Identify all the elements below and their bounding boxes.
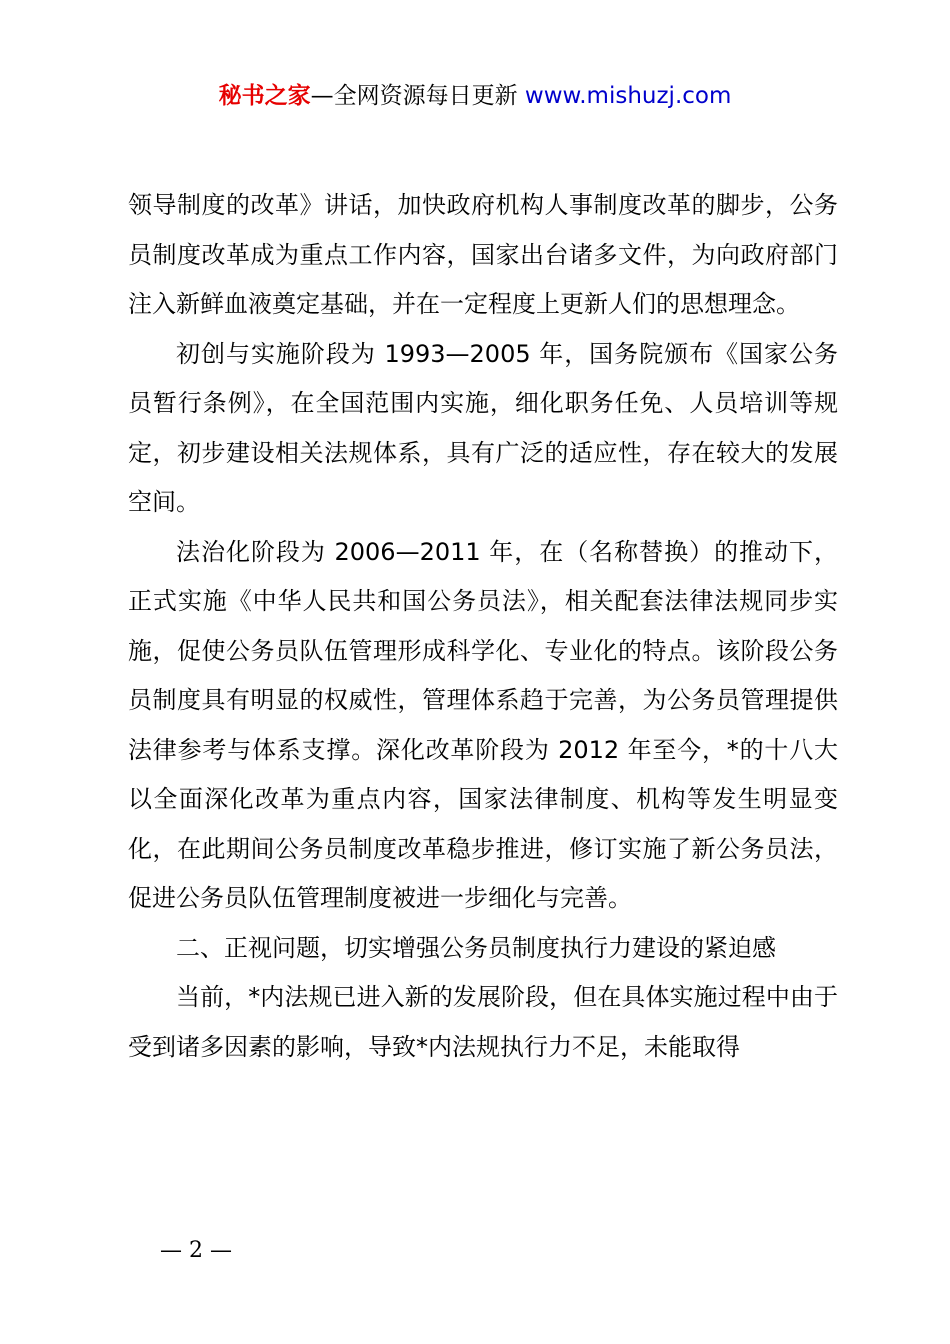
document-body [128,181,838,1072]
site-header [0,80,950,112]
paragraph-current-situation: 当前，*内法规已进入新的发展阶段，但在具体实施过程中由于受到诸多因素的影响，导致*内法规执行力不足，未能取得 [128,983,838,1061]
paragraph-rule-of-law-stage: 法治化阶段为 2006—2011 年，在（名称替换）的推动下，正式实施《中华人民共和国公务员法》，相关配套法律法规同步实施，促使公务员队伍管理形成科学化、专业化的特点。该阶段公务员制度具有明显的权威性，管理体系趋于完善，为公务员管理提供法律参考与体系支撑。深化改革阶段为 2012 年至今，*的十八大以全面深化改革为重点内容，国家法律制度、机构等发生明显变化，在此期间公务员制度改革稳步推进，修订实施了新公务员法，促进公务员队伍管理制度被进一步细化与完善。 [128,537,838,912]
site-url-link[interactable]: www.mishuzj.com [524,83,732,109]
section-heading: 二、正视问题，切实增强公务员制度执行力建设的紧迫感 [176,933,776,962]
site-tagline: —全网资源每日更新 [310,83,518,109]
paragraph-initial-stage: 初创与实施阶段为 1993—2005 年，国务院颁布《国家公务员暂行条例》，在全国范围内实施，细化职务任免、人员培训等规定，初步建设相关法规体系，具有广泛的适应性，存在较大的发展空间。 [128,339,838,516]
site-brand: 秘书之家 [218,83,311,109]
paragraph-continuation: 领导制度的改革》讲话，加快政府机构人事制度改革的脚步，公务员制度改革成为重点工作内容，国家出台诸多文件，为向政府部门注入新鲜血液奠定基础，并在一定程度上更新人们的思想理念。 [128,191,838,318]
page-number: — 2 — [160,1238,232,1263]
